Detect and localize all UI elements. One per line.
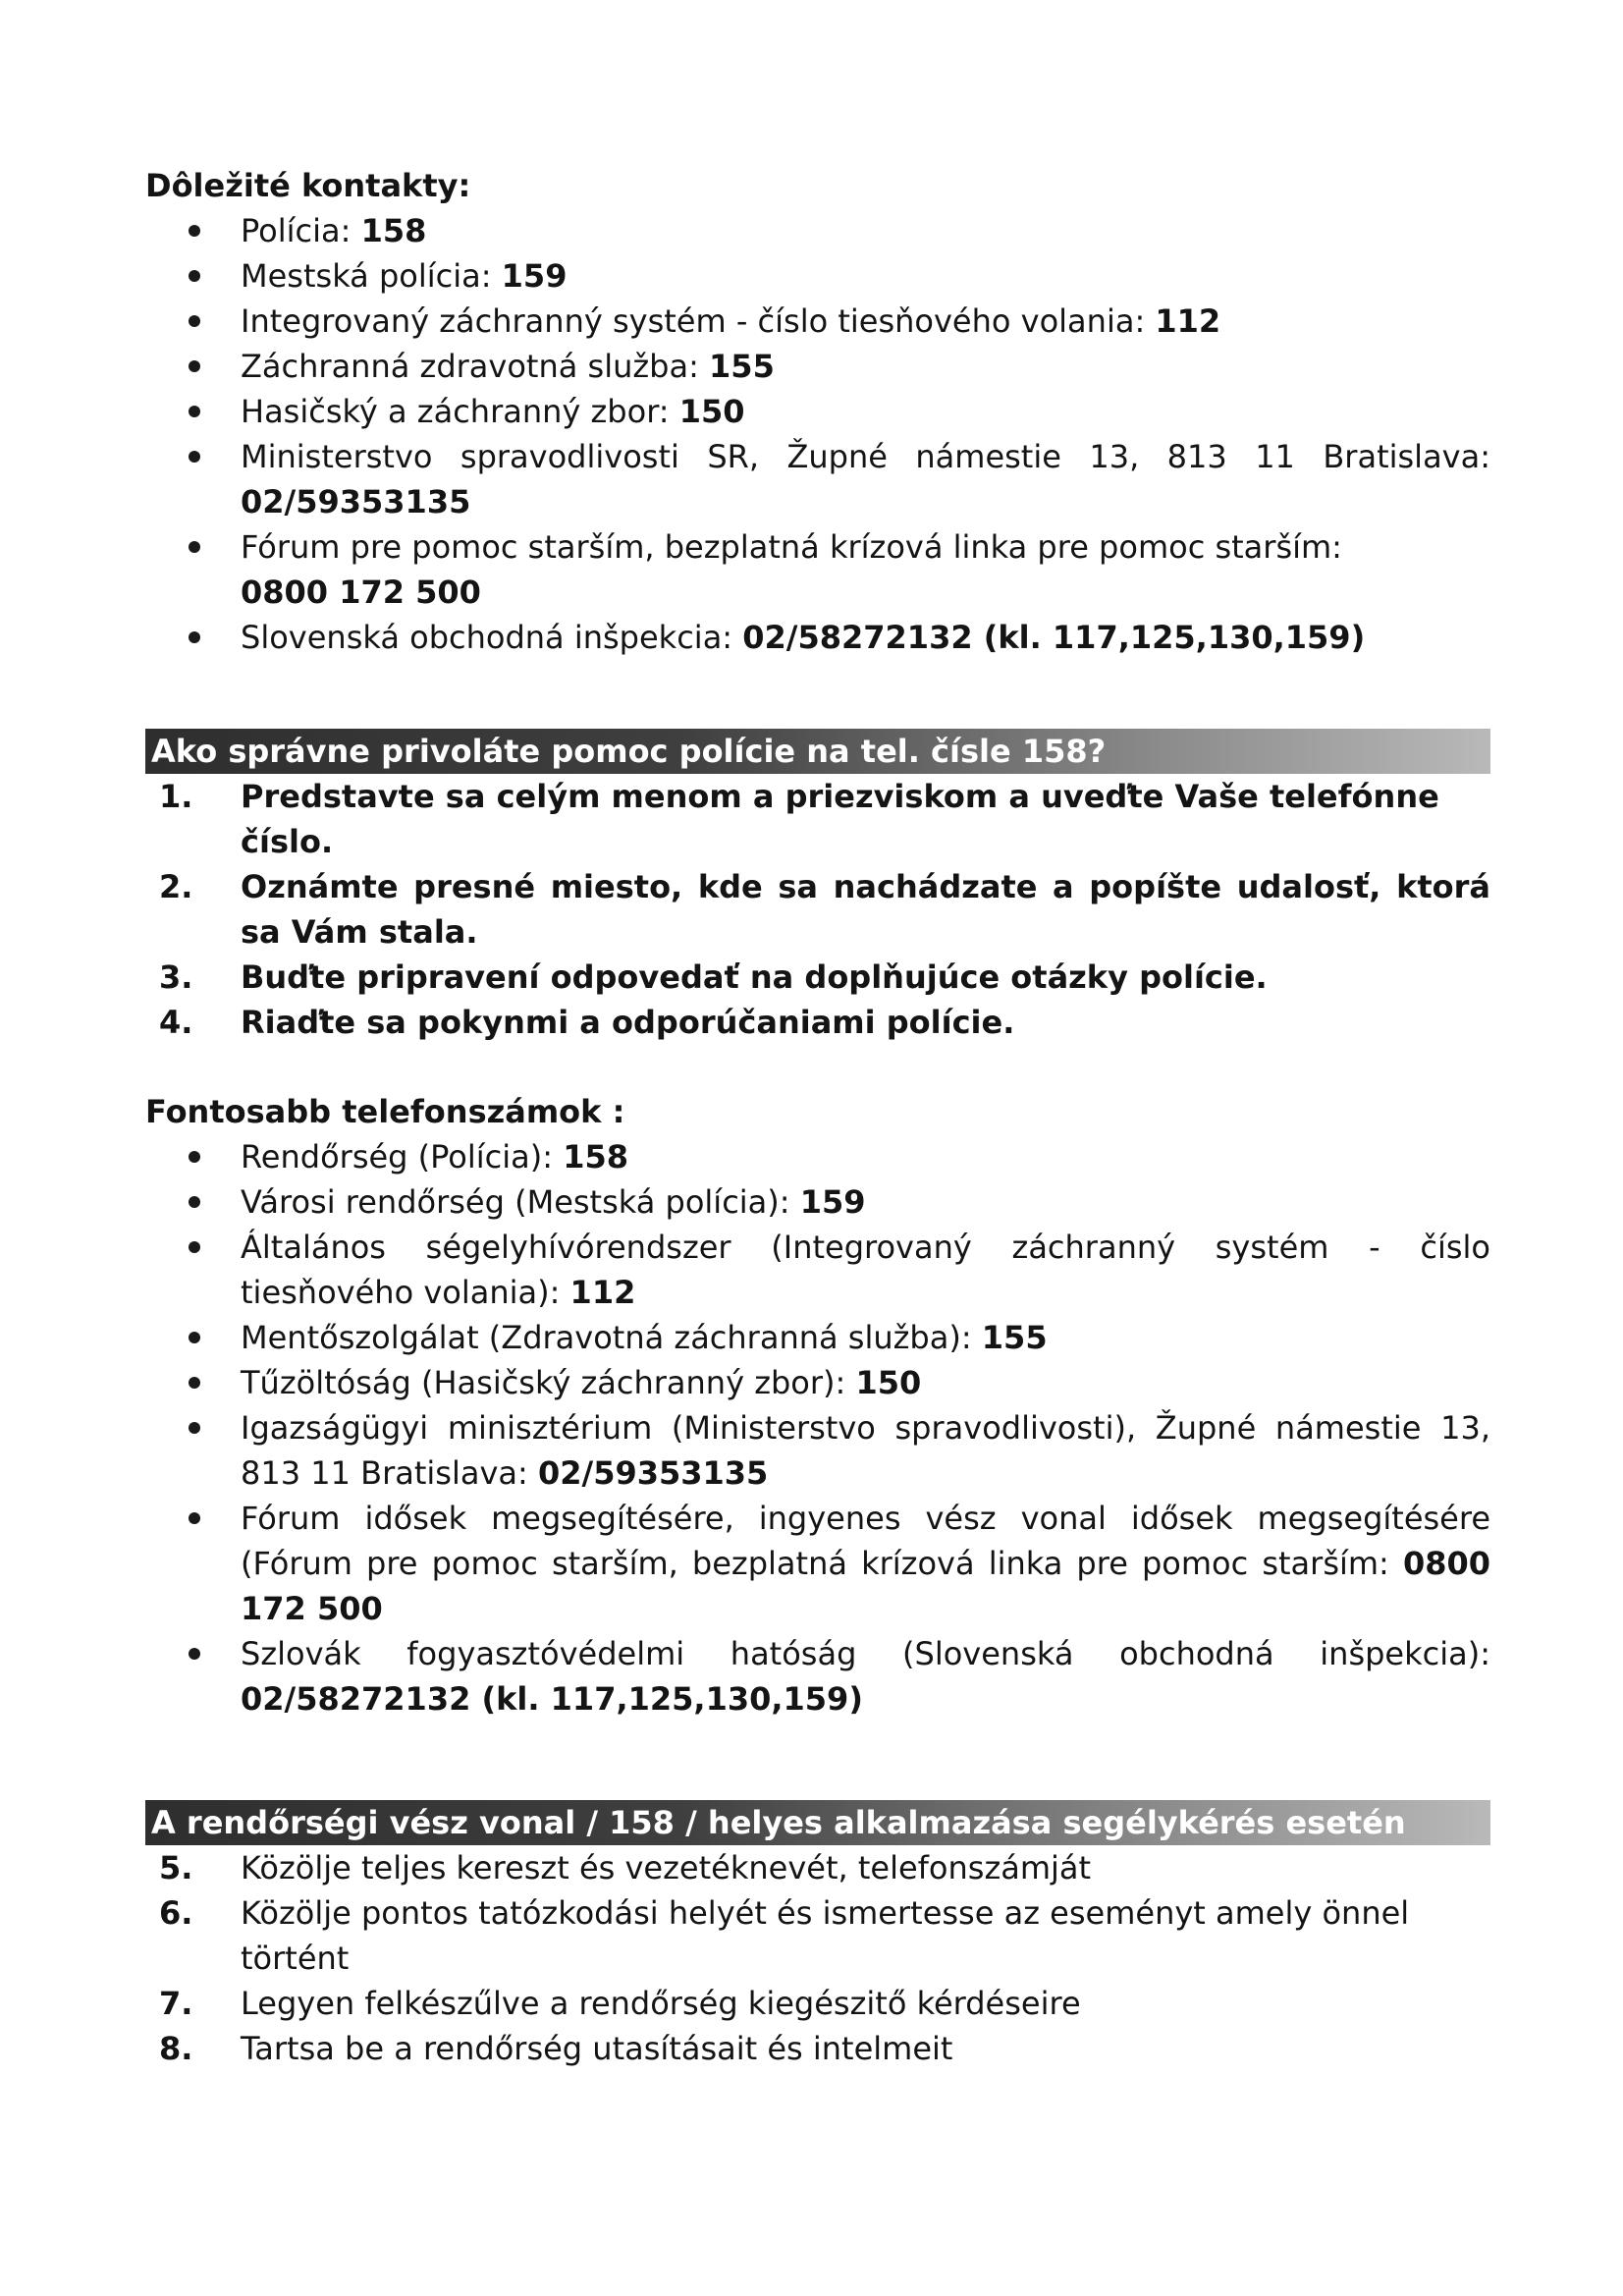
contact-label: Tűzöltóság (Hasičský záchranný zbor): bbox=[241, 1364, 856, 1401]
contact-number: 158 bbox=[360, 212, 427, 249]
step-number: 6. bbox=[159, 1894, 193, 1932]
contact-number: 159 bbox=[501, 257, 568, 295]
contact-label: Slovenská obchodná inšpekcia: bbox=[241, 619, 743, 656]
document-page bbox=[145, 163, 1490, 2071]
sk-contact-fire bbox=[145, 389, 1490, 434]
contact-label: Fórum idősek megsegítésére, ingyenes vész vonal idősek megsegítésére (Fórum pre pomoc starším, bezplatná krízová linka pre pomoc starším: bbox=[241, 1500, 1490, 1582]
contact-label: Mentőszolgálat (Zdravotná záchranná služba): bbox=[241, 1319, 982, 1356]
contact-number: 0800 172 500 bbox=[241, 574, 481, 611]
step-number: 4. bbox=[159, 1004, 193, 1041]
hu-contact-city-police bbox=[145, 1179, 1490, 1225]
contact-label: Városi rendőrség (Mestská polícia): bbox=[241, 1183, 800, 1221]
list-item bbox=[145, 864, 1490, 955]
contact-label: Polícia: bbox=[241, 212, 361, 249]
contact-number: 150 bbox=[678, 393, 745, 430]
hu-contact-emergency bbox=[145, 1225, 1490, 1315]
step-number: 3. bbox=[159, 958, 193, 996]
list-item bbox=[145, 1845, 1490, 1890]
step-text: Tartsa be a rendőrség utasításait és intelmeit bbox=[241, 2030, 953, 2067]
list-item bbox=[145, 1890, 1490, 1981]
contact-label: Mestská polícia: bbox=[241, 257, 502, 295]
sk-contact-forum bbox=[145, 524, 1490, 615]
contact-label: Rendőrség (Polícia): bbox=[241, 1138, 564, 1175]
sk-steps-list bbox=[145, 774, 1490, 1045]
list-item bbox=[145, 1000, 1490, 1045]
hu-contact-ambulance bbox=[145, 1315, 1490, 1360]
sk-contacts-list bbox=[145, 208, 1490, 660]
contact-number: 112 bbox=[1155, 302, 1221, 340]
sk-contact-ambulance bbox=[145, 344, 1490, 389]
contact-label: Fórum pre pomoc starším, bezplatná krízová linka pre pomoc starším: bbox=[241, 528, 1342, 566]
contact-label: Igazságügyi minisztérium (Ministerstvo spravodlivosti), Župné námestie 13, 813 11 Bratislava: bbox=[241, 1409, 1490, 1492]
sk-contact-emergency bbox=[145, 299, 1490, 344]
hu-steps-list bbox=[145, 1845, 1490, 2071]
contact-label: Hasičský a záchranný zbor: bbox=[241, 393, 679, 430]
contact-label: Ministerstvo spravodlivosti SR, Župné námestie 13, 813 11 Bratislava: bbox=[241, 438, 1490, 475]
sk-contact-ministry bbox=[145, 434, 1490, 524]
step-text: Riaďte sa pokynmi a odporúčaniami polície. bbox=[241, 1004, 1015, 1041]
step-text: Predstavte sa celým menom a priezviskom a uveďte Vaše telefónne číslo. bbox=[241, 778, 1439, 860]
step-number: 5. bbox=[159, 1849, 193, 1886]
list-item bbox=[145, 774, 1490, 864]
contact-number: 150 bbox=[855, 1364, 922, 1401]
contact-number: 02/58272132 (kl. 117,125,130,159) bbox=[742, 619, 1366, 656]
list-item bbox=[145, 2026, 1490, 2071]
contact-label: Záchranná zdravotná služba: bbox=[241, 348, 710, 385]
step-text: Legyen felkészűlve a rendőrség kiegészitő kérdéseire bbox=[241, 1985, 1081, 2022]
contact-label: Általános ségelyhívórendszer (Integrovaný záchranný systém - číslo tiesňového volania): bbox=[241, 1229, 1490, 1311]
contact-number: 02/58272132 (kl. 117,125,130,159) bbox=[241, 1680, 863, 1718]
sk-contact-inspection bbox=[145, 615, 1490, 660]
step-number: 7. bbox=[159, 1985, 193, 2022]
hu-contact-police bbox=[145, 1134, 1490, 1179]
hu-steps-banner: A rendőrségi vész vonal / 158 / helyes alkalmazása segélykérés esetén bbox=[145, 1800, 1490, 1845]
hu-contact-ministry bbox=[145, 1405, 1490, 1496]
contact-label: Szlovák fogyasztóvédelmi hatóság (Slovenská obchodná inšpekcia): bbox=[241, 1635, 1490, 1672]
contact-number: 0800 172 500 bbox=[241, 1545, 1490, 1627]
sk-contacts-heading: Dôležité kontakty: bbox=[145, 167, 471, 204]
contact-number: 159 bbox=[799, 1183, 866, 1221]
hu-contacts-list bbox=[145, 1134, 1490, 1722]
step-text: Közölje teljes kereszt és vezetéknevét, telefonszámját bbox=[241, 1849, 1092, 1886]
contact-number: 155 bbox=[981, 1319, 1048, 1356]
contact-number: 02/59353135 bbox=[241, 483, 471, 520]
step-number: 1. bbox=[159, 778, 193, 815]
step-text: Közölje pontos tatózkodási helyét és ismertesse az eseményt amely önnel történt bbox=[241, 1894, 1410, 1977]
contact-number: 155 bbox=[709, 348, 775, 385]
contact-label: Integrovaný záchranný systém - číslo tiesňového volania: bbox=[241, 302, 1156, 340]
list-item bbox=[145, 1981, 1490, 2026]
sk-contact-police bbox=[145, 208, 1490, 253]
hu-contact-forum bbox=[145, 1496, 1490, 1631]
contact-number: 02/59353135 bbox=[537, 1454, 769, 1492]
contact-number: 112 bbox=[569, 1274, 636, 1311]
hu-contacts-heading: Fontosabb telefonszámok : bbox=[145, 1093, 625, 1130]
hu-contact-fire bbox=[145, 1360, 1490, 1405]
step-text: Oznámte presné miesto, kde sa nachádzate a popíšte udalosť, ktorá sa Vám stala. bbox=[241, 868, 1490, 951]
list-item bbox=[145, 955, 1490, 1000]
step-text: Buďte pripravení odpovedať na doplňujúce otázky polície. bbox=[241, 958, 1268, 996]
sk-steps-banner: Ako správne privoláte pomoc polície na tel. čísle 158? bbox=[145, 729, 1490, 774]
hu-contact-inspection bbox=[145, 1631, 1490, 1722]
step-number: 2. bbox=[159, 868, 193, 905]
step-number: 8. bbox=[159, 2030, 193, 2067]
sk-contact-city-police bbox=[145, 253, 1490, 299]
contact-number: 158 bbox=[563, 1138, 628, 1175]
